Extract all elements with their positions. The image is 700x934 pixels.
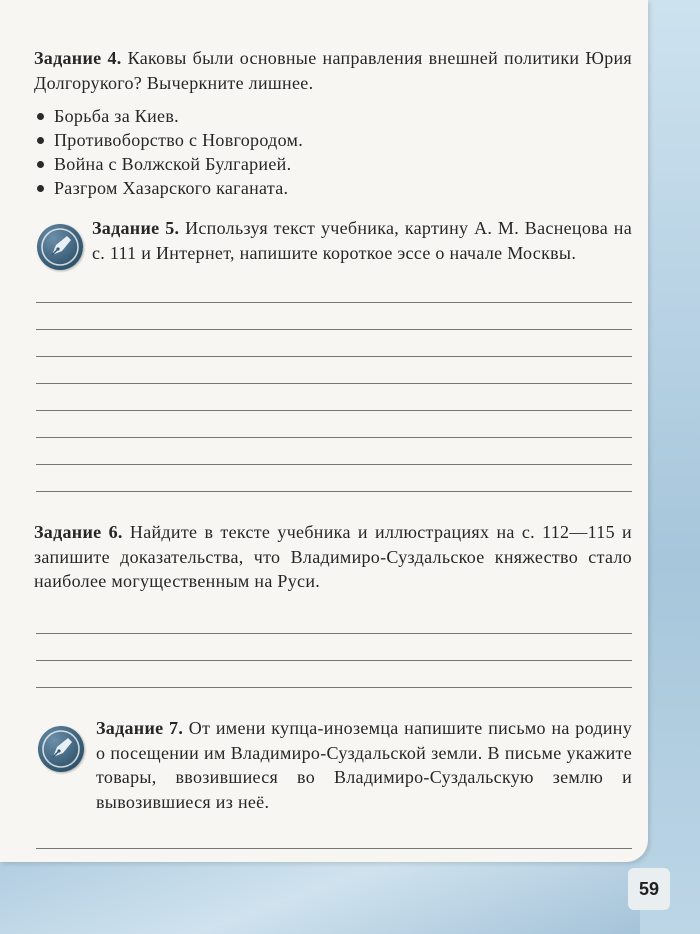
answer-line[interactable] bbox=[36, 848, 632, 849]
task-4 bbox=[34, 46, 632, 95]
task-4-option[interactable]: Противоборство с Новгородом. bbox=[34, 128, 303, 152]
answer-line[interactable] bbox=[36, 410, 632, 411]
background-edge bbox=[640, 0, 700, 934]
task-4-option[interactable]: Разгром Хазарского каганата. bbox=[34, 176, 303, 200]
answer-line[interactable] bbox=[36, 660, 632, 661]
pen-icon bbox=[37, 224, 83, 270]
task-6-text: Найдите в тексте учебника и иллюстрациях на с. 112—115 и запишите доказательства, что Владимиро-Суздальское княжество стало наиболее могущественным на Руси. bbox=[34, 522, 632, 591]
task-6-label: Задание 6. bbox=[34, 522, 123, 542]
page-number: 59 bbox=[628, 868, 670, 910]
task-5-text: Используя текст учебника, картину А. М. Васнецова на с. 111 и Интернет, напишите короткое эссе о начале Москвы. bbox=[92, 218, 632, 263]
answer-line[interactable] bbox=[36, 302, 632, 303]
answer-line[interactable] bbox=[36, 464, 632, 465]
task-7 bbox=[96, 716, 632, 814]
task-4-text: Каковы были основные направления внешней политики Юрия Долгорукого? Вычеркните лишнее. bbox=[34, 48, 633, 93]
task-7-label: Задание 7. bbox=[96, 718, 184, 738]
answer-line[interactable] bbox=[36, 491, 632, 492]
task-5 bbox=[92, 216, 632, 265]
answer-line[interactable] bbox=[36, 356, 632, 357]
answer-line[interactable] bbox=[36, 687, 632, 688]
answer-line[interactable] bbox=[36, 633, 632, 634]
answer-line[interactable] bbox=[36, 329, 632, 330]
answer-line[interactable] bbox=[36, 437, 632, 438]
task-4-label: Задание 4. bbox=[34, 48, 122, 68]
pen-icon bbox=[38, 726, 84, 772]
task-6 bbox=[34, 520, 632, 594]
task-4-option[interactable]: Война с Волжской Булгарией. bbox=[34, 152, 303, 176]
answer-line[interactable] bbox=[36, 383, 632, 384]
task-7-text: От имени купца-иноземца напишите письмо на родину о посещении им Владимиро-Суздальской земли. В письме укажите товары, ввозившиеся во Владимиро-Суздальскую землю и вывозившиеся из неё. bbox=[96, 718, 632, 812]
task-4-options bbox=[34, 104, 303, 200]
task-5-label: Задание 5. bbox=[92, 218, 180, 238]
task-4-option[interactable]: Борьба за Киев. bbox=[34, 104, 303, 128]
